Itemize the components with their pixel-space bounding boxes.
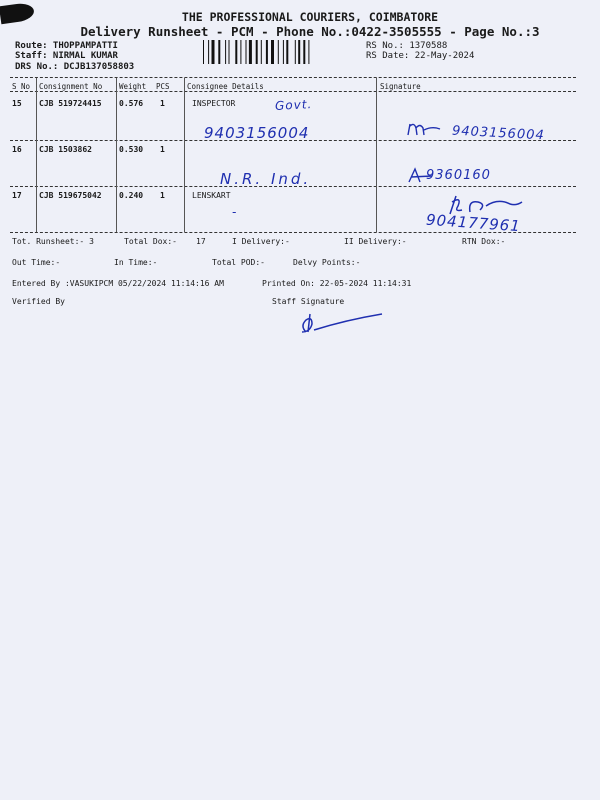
handwritten-phone: 904177961 xyxy=(425,210,522,236)
rtn-dox-label: RTN Dox:- xyxy=(462,237,506,246)
row-weight: 0.240 xyxy=(119,191,144,200)
barcode-bar xyxy=(240,40,241,64)
row-sno: 16 xyxy=(12,145,22,154)
out-time-label: Out Time:- xyxy=(12,258,61,267)
row-pcs: 1 xyxy=(160,191,165,200)
barcode-bar xyxy=(303,40,305,64)
barcode-image xyxy=(202,40,356,64)
delvy-points-label: Delvy Points:- xyxy=(293,258,361,267)
barcode-bar xyxy=(283,40,284,64)
entered-by: Entered By :VASUKIPCM 05/22/2024 11:14:16 AM xyxy=(12,279,224,288)
staff-signature-mark xyxy=(296,310,386,338)
barcode-bar xyxy=(208,40,209,64)
company-title: THE PROFESSIONAL COURIERS, COIMBATORE xyxy=(181,10,439,24)
column-divider xyxy=(184,78,185,232)
barcode-bar xyxy=(278,40,279,64)
row-weight: 0.576 xyxy=(119,99,144,108)
handwritten-note: Govt. xyxy=(274,97,313,113)
row-sno: 15 xyxy=(12,99,22,108)
barcode-bar xyxy=(308,40,309,64)
handwritten-phone: 9403156004 xyxy=(204,124,310,142)
column-header: Signature xyxy=(380,82,421,91)
runsheet-subtitle: Delivery Runsheet - PCM - Phone No.:0422-3505555 - Page No.:3 xyxy=(80,24,540,39)
table-header-rule xyxy=(10,91,576,92)
route-label: Route: THOPPAMPATTI xyxy=(15,41,118,51)
verified-by-label: Verified By xyxy=(12,297,65,306)
barcode-bar xyxy=(246,40,247,64)
barcode-bar xyxy=(271,40,274,64)
barcode-bar xyxy=(225,40,226,64)
row-consignee: LENSKART xyxy=(192,191,231,200)
row-consignment: CJB 1503862 xyxy=(39,145,92,154)
barcode-bar xyxy=(286,40,288,64)
barcode-bar xyxy=(298,40,300,64)
row-weight: 0.530 xyxy=(119,145,144,154)
table-top-rule xyxy=(10,77,576,78)
barcode-bar xyxy=(212,40,215,64)
drs-number: DRS No.: DCJB137058803 xyxy=(15,62,135,72)
barcode-bar xyxy=(256,40,258,64)
barcode-bar xyxy=(295,40,296,64)
handwritten-note: N.R. Ind. xyxy=(220,170,312,188)
handwritten-phone: 9403156004 xyxy=(451,123,546,144)
i-delivery-label: I Delivery:- xyxy=(232,237,290,246)
barcode-bar xyxy=(235,40,237,64)
barcode-bar xyxy=(261,40,262,64)
handwritten-mark: - xyxy=(232,205,238,219)
handwritten-signature xyxy=(406,120,446,140)
row-sno: 17 xyxy=(12,191,22,200)
column-divider xyxy=(116,78,117,232)
barcode-bar xyxy=(229,40,230,64)
row-consignment: CJB 519724415 xyxy=(39,99,102,108)
in-time-label: In Time:- xyxy=(114,258,158,267)
row-pcs: 1 xyxy=(160,99,165,108)
total-runsheet: Tot. Runsheet:- 3 xyxy=(12,237,94,246)
column-header: Consignment No xyxy=(39,82,103,91)
column-header: PCS xyxy=(156,82,170,91)
barcode-bar xyxy=(218,40,220,64)
row-consignee: INSPECTOR xyxy=(192,99,236,108)
total-dox-value: 17 xyxy=(196,237,206,246)
ii-delivery-label: II Delivery:- xyxy=(344,237,407,246)
staff-label: Staff: NIRMAL KUMAR xyxy=(15,51,118,61)
barcode-bar xyxy=(203,40,204,64)
staff-signature-label: Staff Signature xyxy=(272,297,345,306)
row-consignment: CJB 519675042 xyxy=(39,191,102,200)
printed-on: Printed On: 22-05-2024 11:14:31 xyxy=(262,279,412,288)
column-header: Weight xyxy=(119,82,147,91)
barcode-bar xyxy=(249,40,252,64)
column-divider xyxy=(376,78,377,232)
barcode-bar xyxy=(266,40,268,64)
rs-number: RS No.: 1370588 xyxy=(366,41,448,51)
rs-date: RS Date: 22-May-2024 xyxy=(366,51,475,61)
total-dox-label: Total Dox:- xyxy=(124,237,177,246)
row-pcs: 1 xyxy=(160,145,165,154)
total-pod-label: Total POD:- xyxy=(212,258,265,267)
column-divider xyxy=(36,78,37,232)
handwritten-phone: 9360160 xyxy=(426,168,491,183)
column-header: Consignee Details xyxy=(187,82,264,91)
column-header: S No xyxy=(12,82,31,91)
